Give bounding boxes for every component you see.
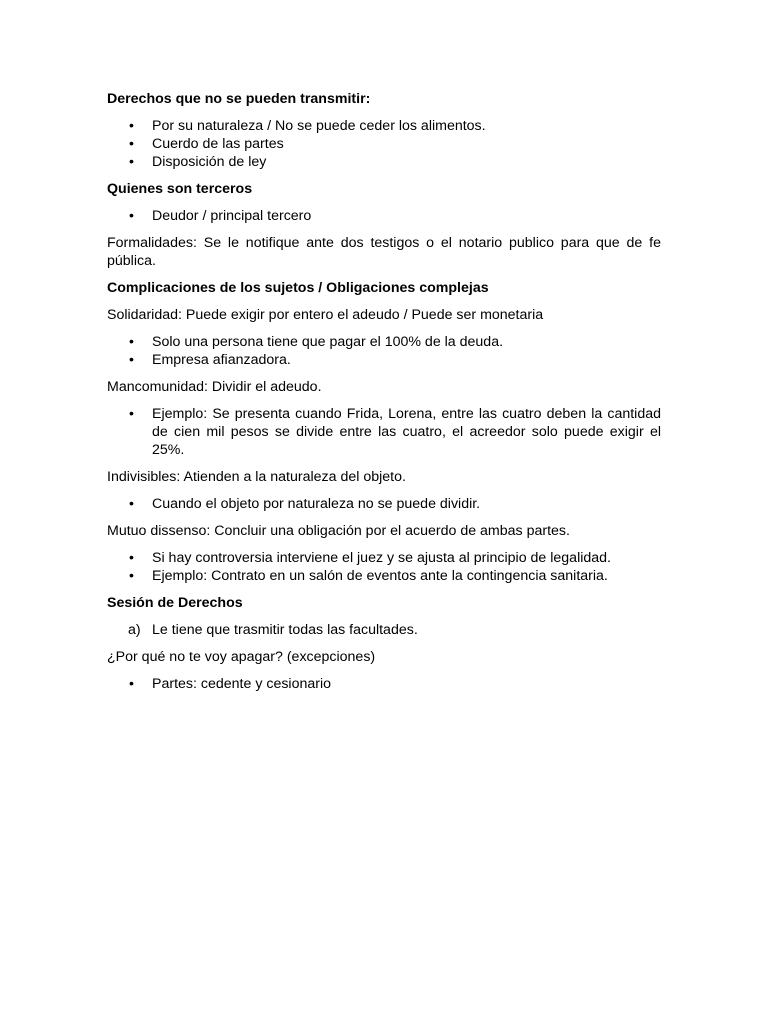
bullet-icon: • bbox=[129, 334, 134, 350]
list-item: • Cuerdo de las partes bbox=[129, 136, 284, 152]
numbered-list bbox=[107, 621, 661, 639]
list-item: a) Le tiene que trasmitir todas las facultades. bbox=[128, 622, 418, 638]
bullet-icon: • bbox=[129, 568, 134, 584]
heading-complicaciones: Complicaciones de los sujetos / Obligaciones complejas bbox=[107, 280, 489, 296]
bullet-icon: • bbox=[129, 154, 134, 170]
list-item: • Si hay controversia interviene el juez y se ajusta al principio de legalidad. bbox=[129, 550, 611, 566]
list-item: • Disposición de ley bbox=[129, 154, 267, 170]
list-marker: a) bbox=[128, 622, 141, 638]
bullet-list bbox=[107, 333, 661, 369]
paragraph-indivisibles: Indivisibles: Atienden a la naturaleza del objeto. bbox=[107, 469, 406, 485]
bullet-icon: • bbox=[129, 406, 134, 422]
bullet-list bbox=[107, 207, 661, 225]
bullet-list bbox=[107, 495, 661, 513]
paragraph-excepciones: ¿Por qué no te voy apagar? (excepciones) bbox=[107, 649, 376, 665]
paragraph-solidaridad: Solidaridad: Puede exigir por entero el adeudo / Puede ser monetaria bbox=[107, 307, 544, 323]
bullet-icon: • bbox=[129, 352, 134, 368]
list-item: • Solo una persona tiene que pagar el 100% de la deuda. bbox=[129, 334, 504, 350]
bullet-icon: • bbox=[129, 136, 134, 152]
list-item: • Ejemplo: Se presenta cuando Frida, Lorena, entre las cuatro deben la cantidad de cien mil pesos se divide entre las cuatro, el acreedor solo puede exigir el 25%. bbox=[129, 406, 661, 458]
bullet-icon: • bbox=[129, 550, 134, 566]
list-item: • Por su naturaleza / No se puede ceder los alimentos. bbox=[129, 118, 486, 134]
bullet-icon: • bbox=[129, 118, 134, 134]
paragraph-formalidades: Formalidades: Se le notifique ante dos testigos o el notario publico para que de fe pública. bbox=[107, 235, 661, 269]
bullet-icon: • bbox=[129, 496, 134, 512]
heading-terceros: Quienes son terceros bbox=[107, 181, 253, 197]
bullet-list bbox=[107, 675, 661, 693]
bullet-icon: • bbox=[129, 208, 134, 224]
heading-derechos-intransmisibles: Derechos que no se pueden transmitir: bbox=[107, 91, 371, 107]
bullet-icon: • bbox=[129, 676, 134, 692]
list-item: • Ejemplo: Contrato en un salón de eventos ante la contingencia sanitaria. bbox=[129, 568, 608, 584]
bullet-list bbox=[107, 117, 661, 171]
paragraph-mutuo-dissenso: Mutuo dissenso: Concluir una obligación por el acuerdo de ambas partes. bbox=[107, 523, 570, 539]
list-item: • Cuando el objeto por naturaleza no se puede dividir. bbox=[129, 496, 481, 512]
list-item: • Empresa afianzadora. bbox=[129, 352, 291, 368]
bullet-list bbox=[107, 405, 661, 459]
list-item: • Partes: cedente y cesionario bbox=[129, 676, 332, 692]
heading-sesion-derechos: Sesión de Derechos bbox=[107, 595, 243, 611]
bullet-list bbox=[107, 549, 661, 585]
list-item: • Deudor / principal tercero bbox=[129, 208, 312, 224]
paragraph-mancomunidad: Mancomunidad: Dividir el adeudo. bbox=[107, 379, 322, 395]
